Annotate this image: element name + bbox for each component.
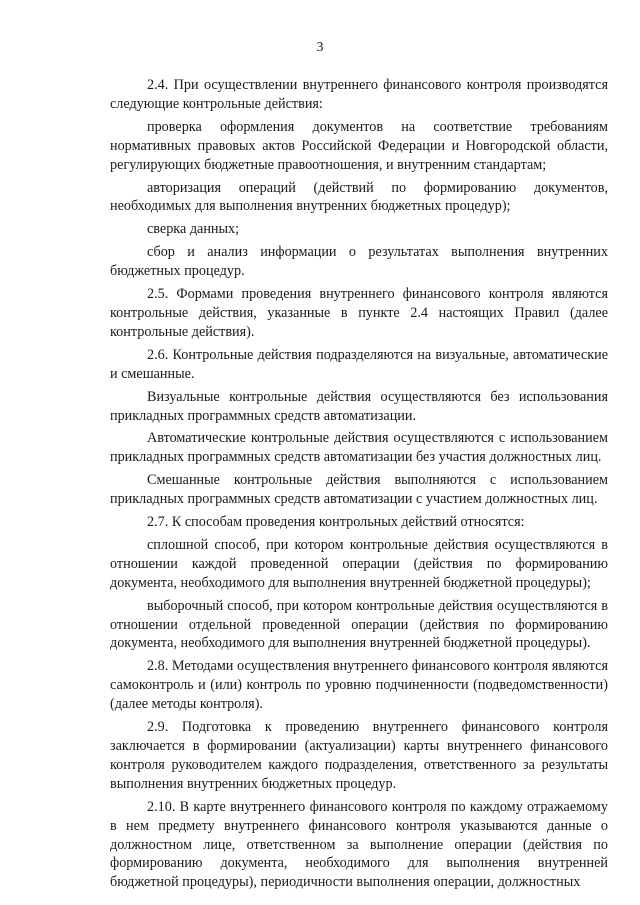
paragraph-data-reconciliation: сверка данных; xyxy=(147,221,240,238)
paragraph-2-4: 2.4. При осуществлении внутреннего финансового контроля производятся следующие контрольные действия: xyxy=(110,77,608,112)
paragraph-information-analysis: сбор и анализ информации о результатах выполнения внутренних бюджетных процедур. xyxy=(110,244,608,280)
paragraph-continuous-method: сплошной способ, при котором контрольные действия осуществляются в отношении каждой проведенной операции (действия по формированию документа, необходимого для выполнения внутренней бюджетной процедуры); xyxy=(110,536,608,591)
paragraph-2-6: 2.6. Контрольные действия подразделяются на визуальные, автоматические и смешанные. xyxy=(110,346,608,382)
paragraph-automatic-actions: Автоматические контрольные действия осуществляются с использованием прикладных программных средств автоматизации без участия должностных лиц. xyxy=(110,430,608,466)
paragraph-mixed-actions: Смешанные контрольные действия выполняются с использованием прикладных программных средств автоматизации с участием должностных лиц. xyxy=(110,472,608,508)
paragraph-visual-actions: Визуальные контрольные действия осуществляются без использования прикладных программных средств автоматизации. xyxy=(110,388,608,424)
paragraph-authorization: авторизация операций (действий по формированию документов, необходимых для выполнения внутренних бюджетных процедур); xyxy=(110,179,608,215)
paragraph-2-9: 2.9. Подготовка к проведению внутреннего финансового контроля заключается в формировании (актуализации) карты внутреннего финансового контроля руководителем каждого подразделения, ответственного за результаты выполнения внутренних бюджетных процедур. xyxy=(110,719,608,792)
paragraph-2-5: 2.5. Формами проведения внутреннего финансового контроля являются контрольные действия, указанные в пункте 2.4 настоящих Правил (далее контрольные действия). xyxy=(110,286,608,340)
document-body xyxy=(110,76,608,892)
paragraph-2-7: 2.7. К способам проведения контрольных действий относятся: xyxy=(147,514,525,531)
page-number: 3 xyxy=(316,40,324,55)
paragraph-2-8: 2.8. Методами осуществления внутреннего финансового контроля являются самоконтроль и (или) контроль по уровню подчиненности (подведомственности) (далее методы контроля). xyxy=(110,658,608,713)
paragraph-2-10: 2.10. В карте внутреннего финансового контроля по каждому отражаемому в нем предмету внутреннего финансового контроля указываются данные о должностном лице, ответственном за выполнение операции (действия по формированию документа, необходимого для выполнения внутренней бюджетной процедуры), периодичности выполнения операции, должностных xyxy=(110,798,608,891)
paragraph-selective-method: выборочный способ, при котором контрольные действия осуществляются в отношении отдельной проведенной операции (действия по формированию документа, необходимого для выполнения внутренней бюджетной процедуры). xyxy=(110,597,608,652)
paragraph-document-check: проверка оформления документов на соответствие требованиям нормативных правовых актов Российской Федерации и Новгородской области, регулирующих бюджетные правоотношения, и внутренним стандартам; xyxy=(110,118,608,173)
